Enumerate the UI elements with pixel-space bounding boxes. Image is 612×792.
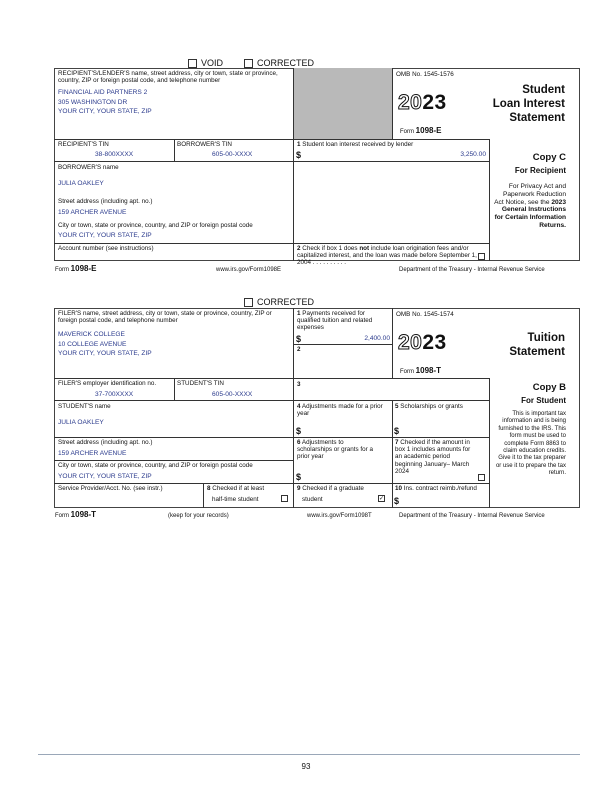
footer-url: www.irs.gov/Form1098E bbox=[216, 267, 282, 273]
recipient-tin: 38-800XXXX bbox=[95, 151, 134, 158]
copy-title-t: Copy B bbox=[532, 382, 566, 393]
void-label: VOID bbox=[201, 58, 224, 68]
student-tin: 605-00-XXXX bbox=[212, 391, 253, 398]
student-tin-label: STUDENT'S TIN bbox=[177, 380, 224, 387]
recipient-city: YOUR CITY, YOUR STATE, ZIP bbox=[58, 108, 152, 115]
box8-label: 8 Checked if at least bbox=[207, 485, 265, 492]
student-name-label: STUDENT'S name bbox=[58, 403, 111, 410]
box8-label-b: half-time student bbox=[212, 496, 259, 503]
city-label-t: City or town, state or province, country, and ZIP or foreign postal code bbox=[58, 462, 253, 469]
page-number: 93 bbox=[301, 762, 311, 771]
student-name: JULIA OAKLEY bbox=[58, 419, 104, 426]
student-street: 159 ARCHER AVENUE bbox=[58, 450, 127, 457]
footer-form-name: Form 1098-E bbox=[55, 264, 97, 273]
box6-dollar: $ bbox=[296, 472, 302, 482]
borrower-street: 159 ARCHER AVENUE bbox=[58, 209, 127, 216]
form-title-t: Tuition Statement bbox=[509, 332, 565, 358]
filer-ein-label: FILER'S employer identification no. bbox=[58, 380, 157, 387]
corrected-label-t: CORRECTED bbox=[257, 297, 315, 307]
box9-checkbox[interactable]: ✓ bbox=[379, 496, 385, 502]
filer-ein: 37-700XXXX bbox=[95, 391, 134, 398]
footer-form-name-t: Form 1098-T bbox=[55, 510, 97, 519]
box10-label: 10 Ins. contract reimb./refund bbox=[395, 485, 477, 492]
box4-dollar: $ bbox=[296, 426, 302, 436]
filer-street: 10 COLLEGE AVENUE bbox=[58, 341, 127, 348]
box1-value: 3,250.00 bbox=[460, 151, 486, 158]
omb-number: OMB No. 1545-1576 bbox=[396, 71, 454, 78]
footer-keep: (keep for your records) bbox=[168, 513, 229, 519]
street-label-t: Street address (including apt. no.) bbox=[58, 439, 153, 446]
box5-dollar: $ bbox=[394, 426, 400, 436]
corrected-checkbox[interactable] bbox=[244, 59, 253, 68]
box3-label: 3 bbox=[297, 381, 301, 388]
provider-label: Service Provider/Acct. No. (see instr.) bbox=[58, 485, 163, 492]
box1-label: 1 Student loan interest received by lender bbox=[297, 141, 414, 148]
form-name: Form 1098-E bbox=[400, 126, 442, 135]
box2-label: 2 Check if box 1 does not include loan origination fees and/or capitalized interest, and the loan was made before September 1, 2004 . . . . . . . . . . bbox=[297, 245, 477, 267]
borrower-tin-label: BORROWER'S TIN bbox=[177, 141, 232, 148]
privacy-notice: For Privacy Act and Paperwork Reduction Act Notice, see the 2023 General Instructions for Certain Information Returns. bbox=[494, 183, 566, 229]
box4-label: 4 Adjustments made for a prior year bbox=[297, 403, 383, 418]
filer-city: YOUR CITY, YOUR STATE, ZIP bbox=[58, 350, 152, 357]
city-label: City or town, state or province, country, and ZIP or foreign postal code bbox=[58, 222, 253, 229]
recipient-name: FINANCIAL AID PARTNERS 2 bbox=[58, 89, 148, 96]
copy-subtitle: For Recipient bbox=[514, 166, 566, 175]
copy-subtitle-t: For Student bbox=[521, 396, 566, 405]
copy-title: Copy C bbox=[532, 152, 566, 163]
box2-label-t: 2 bbox=[297, 346, 301, 353]
box7-label: 7 Checked if the amount in box 1 includes amounts for an academic period beginning January– March 2024 bbox=[395, 439, 471, 475]
recipient-tin-label: RECIPIENT'S TIN bbox=[58, 141, 109, 148]
box8-checkbox[interactable] bbox=[281, 495, 288, 502]
tax-year: 2023 bbox=[398, 91, 447, 114]
footer-dept-t: Department of the Treasury - Internal Revenue Service bbox=[399, 513, 545, 519]
corrected-label: CORRECTED bbox=[257, 58, 315, 68]
recipient-street: 305 WASHINGTON DR bbox=[58, 99, 128, 106]
omb-number-t: OMB No. 1545-1574 bbox=[396, 311, 454, 318]
box2-checkbox[interactable] bbox=[478, 253, 485, 260]
box9-label: 9 Checked if a graduate bbox=[297, 485, 364, 492]
borrower-name-label: BORROWER'S name bbox=[58, 164, 119, 171]
box1-dollar-t: $ bbox=[296, 334, 302, 344]
borrower-tin: 605-00-XXXX bbox=[212, 151, 253, 158]
filer-name: MAVERICK COLLEGE bbox=[58, 331, 125, 338]
tax-notice: This is important tax information and is being furnished to the IRS. This form must be used to complete Form 8863 to claim education credits. Give it to the tax preparer or use it to prepare the tax return. bbox=[495, 411, 566, 477]
tax-year-t: 2023 bbox=[398, 331, 447, 354]
footer-dept: Department of the Treasury - Internal Revenue Service bbox=[399, 267, 545, 273]
form-name-t: Form 1098-T bbox=[400, 366, 442, 375]
account-label: Account number (see instructions) bbox=[58, 245, 154, 252]
box6-label: 6 Adjustments to scholarships or grants for a prior year bbox=[297, 439, 373, 461]
filer-label: FILER'S name, street address, city or town, state or province, country, ZIP or foreign postal code, and telephone number bbox=[58, 310, 272, 325]
student-city: YOUR CITY, YOUR STATE, ZIP bbox=[58, 473, 152, 480]
box9-label-b: student bbox=[302, 496, 323, 503]
footer-url-t: www.irs.gov/Form1098T bbox=[307, 513, 372, 519]
box1-dollar: $ bbox=[296, 150, 302, 160]
recipient-label: RECIPIENT'S/LENDER'S name, street address, city or town, state or province, country, ZIP or foreign postal code, and telephone number bbox=[58, 70, 278, 85]
box5-label: 5 Scholarships or grants bbox=[395, 403, 463, 410]
box7-checkbox[interactable] bbox=[478, 474, 485, 481]
box10-dollar: $ bbox=[394, 496, 400, 506]
borrower-name: JULIA OAKLEY bbox=[58, 180, 104, 187]
form-title: Student Loan Interest Statement bbox=[492, 84, 565, 124]
void-checkbox[interactable] bbox=[188, 59, 197, 68]
page-footer-rule bbox=[38, 754, 580, 755]
borrower-city: YOUR CITY, YOUR STATE, ZIP bbox=[58, 232, 152, 239]
street-label: Street address (including apt. no.) bbox=[58, 198, 153, 205]
shaded-area bbox=[293, 68, 392, 139]
box1-label-t: 1 Payments received for qualified tuition and related expenses bbox=[297, 310, 373, 332]
corrected-checkbox-t[interactable] bbox=[244, 298, 253, 307]
box1-value-t: 2,400.00 bbox=[364, 335, 390, 342]
